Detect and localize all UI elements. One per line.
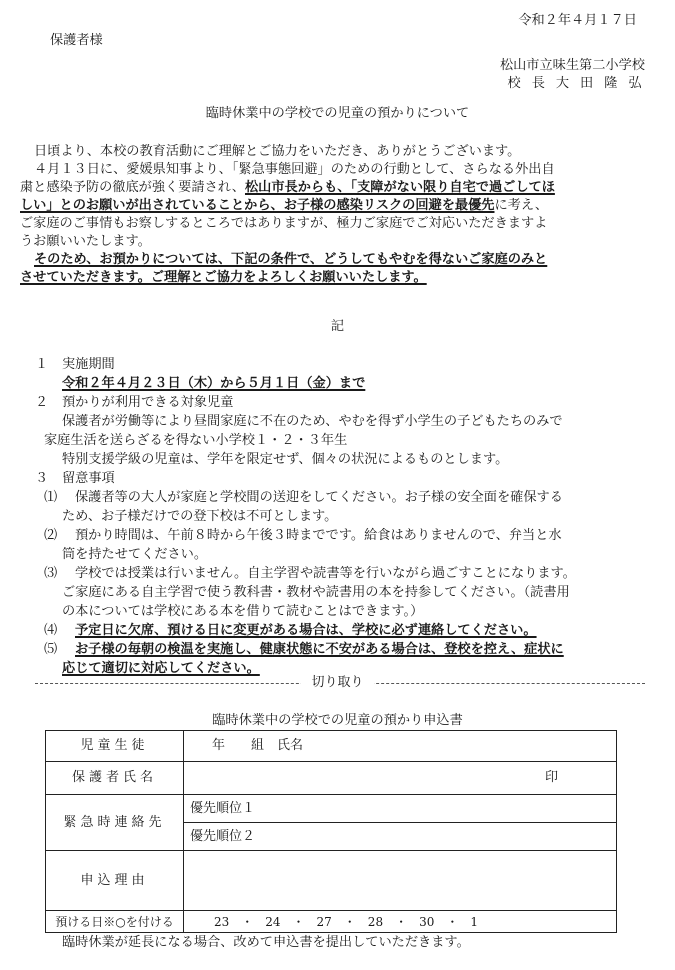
eligibility-text: 特別支援学級の児童は、学年を限定せず、個々の状況によるものとします。 bbox=[62, 452, 509, 467]
eligibility-text: 家庭生活を送らざるを得ない小学校１・２・３年生 bbox=[44, 433, 348, 448]
student-field[interactable]: 年 組 氏名 bbox=[184, 731, 617, 762]
table-row bbox=[46, 731, 617, 762]
emphasis-text: 松山市長からも、「支障がない限り自宅で過ごしてほ bbox=[244, 180, 555, 195]
intro-line bbox=[20, 179, 650, 197]
note-text: 保護者等の大人が家庭と学校間の送迎をしてください。お子様の安全面を確保する bbox=[75, 490, 563, 505]
guardian-label: 保護者氏名 bbox=[46, 762, 184, 795]
reason-label: 申込理由 bbox=[46, 851, 184, 911]
reason-field[interactable] bbox=[184, 851, 617, 911]
intro-text bbox=[20, 143, 650, 287]
note-number: ⑴ bbox=[44, 490, 58, 505]
intro-greeting: 日頃より、本校の教育活動にご理解とご協力をいただき、ありがとうございます。 bbox=[34, 144, 521, 159]
table-row bbox=[46, 762, 617, 795]
note-text: 預かり時間は、午前８時から午後３時までです。給食はありませんので、弁当と水 bbox=[75, 528, 562, 543]
application-form bbox=[45, 730, 617, 933]
conditions-notice: そのため、お預かりについては、下記の条件で、どうしてもやむを得ないご家庭のみと bbox=[34, 252, 548, 267]
note-number: ⑸ bbox=[44, 642, 58, 657]
student-label: 児童生徒 bbox=[46, 731, 184, 762]
days-label: 預ける日※○を付ける bbox=[46, 911, 184, 933]
guardian-name-field[interactable] bbox=[184, 762, 617, 795]
note-text: 筒を持たせてください。 bbox=[62, 547, 208, 562]
section-heading: 実施期間 bbox=[62, 357, 115, 372]
school-name: 松山市立味生第二小学校 bbox=[499, 58, 645, 73]
note-text-emphasis: 予定日に欠席、預ける日に変更がある場合は、学校に必ず連絡してください。 bbox=[75, 623, 537, 638]
footer-note: 臨時休業が延長になる場合、改めて申込書を提出していただきます。 bbox=[62, 935, 470, 950]
note-text-emphasis: お子様の毎朝の検温を実施し、健康状態に不安がある場合は、登校を控え、症状に bbox=[75, 642, 564, 657]
days-options[interactable]: 23 ・ 24 ・ 27 ・ 28 ・ 30 ・ 1 bbox=[184, 911, 617, 933]
note-text: ご家庭にある自主学習で使う教科書・教材や読書用の本を持参してください。（読書用 bbox=[62, 585, 570, 600]
note-text-emphasis: 応じて適切に対応してください。 bbox=[62, 661, 260, 676]
principal-name: 校 長 大 田 隆 弘 bbox=[507, 76, 645, 91]
section-number: １ bbox=[35, 357, 49, 372]
cut-label: 切り取り bbox=[0, 674, 675, 692]
section-number: ３ bbox=[35, 471, 49, 486]
priority1-field[interactable]: 優先順位１ bbox=[184, 795, 617, 823]
eligibility-text: 保護者が労働等により昼間家庭に不在のため、やむを得ず小学生の子どもたちのみで bbox=[62, 414, 563, 429]
form-title: 臨時休業中の学校での児童の預かり申込書 bbox=[212, 713, 463, 728]
conditions-notice: させていただきます。ご理解とご協力をよろしくお願いいたします。 bbox=[20, 270, 427, 285]
emphasis-text: しい」とのお願いが出されていることから、お子様の感染リスクの回避を最優先 bbox=[20, 198, 495, 213]
intro-line: うお願いいたします。 bbox=[20, 234, 151, 249]
intro-text-segment: に考え、 bbox=[494, 198, 549, 213]
seal-mark: 印 bbox=[544, 770, 558, 785]
period-dates: 令和２年４月２３日（木）から５月１日（金）まで bbox=[62, 376, 366, 391]
section-number: ２ bbox=[35, 395, 49, 410]
intro-text-segment: 粛と感染予防の徹底が強く要請され、 bbox=[20, 180, 245, 195]
document-title: 臨時休業中の学校での児童の預かりについて bbox=[205, 106, 470, 121]
section-heading: 預かりが利用できる対象児童 bbox=[62, 395, 234, 410]
note-text: の本については学校にある本を借りて読むことはできます。） bbox=[62, 604, 424, 619]
intro-line: ご家庭のご事情もお察しするところではありますが、極力ご家庭でご対応いただきますよ bbox=[20, 216, 548, 231]
note-text: ため、お子様だけでの登下校は不可とします。 bbox=[62, 509, 338, 524]
note-number: ⑶ bbox=[44, 566, 58, 581]
ki-heading: 記 bbox=[330, 319, 345, 334]
intro-line: ４月１３日に、愛媛県知事より、「緊急事態回避」のための行動として、さらなる外出自 bbox=[34, 162, 555, 177]
addressee: 保護者様 bbox=[50, 33, 103, 48]
emergency-label: 緊急時連絡先 bbox=[46, 795, 184, 851]
intro-line bbox=[20, 197, 650, 215]
section-heading: 留意事項 bbox=[62, 471, 115, 486]
note-text: 学校では授業は行いません。自主学習や読書等を行いながら過ごすことになります。 bbox=[75, 566, 576, 581]
document-date: 令和２年４月１７日 bbox=[518, 13, 637, 28]
table-row bbox=[46, 795, 617, 823]
table-row bbox=[46, 851, 617, 911]
note-number: ⑷ bbox=[44, 623, 58, 638]
note-number: ⑵ bbox=[44, 528, 58, 543]
priority2-field[interactable]: 優先順位２ bbox=[184, 823, 617, 851]
table-row bbox=[46, 911, 617, 933]
